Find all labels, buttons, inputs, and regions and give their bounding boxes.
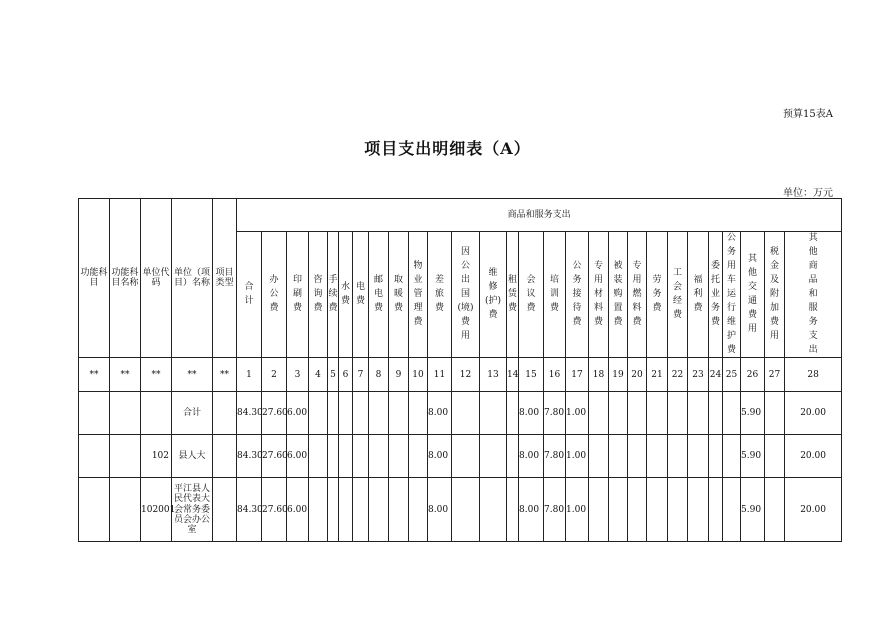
col-unit-name: 单位（项目）名称 [172,199,213,358]
col-func-name: 功能科目名称 [110,199,141,358]
index-marker-cell: ** [110,358,141,392]
value-cell [723,478,741,542]
unit-code-cell: 102 [141,435,172,478]
value-cell: 20.00 [785,392,842,435]
unit-code-cell: 102001 [141,478,172,542]
value-cell [353,435,369,478]
value-cell: 5.90 [741,478,765,542]
col-other-transport: 其 他 交 通 费 用 [741,232,765,358]
col-consulting: 咨 询 费 [309,232,328,358]
value-cell: 27.60 [262,435,287,478]
value-cell: 8.00 [519,392,544,435]
unit-name-cell: 平江县人民代表大会常务委员会办公室 [172,478,213,542]
index-number-cell: 8 [369,358,389,392]
index-number-cell: 28 [785,358,842,392]
page-title: 项目支出明细表（A） [364,139,531,158]
col-post-telecom: 邮 电 费 [369,232,389,358]
value-cell: 6.00 [287,392,309,435]
value-cell [647,478,668,542]
index-number-cell: 15 [519,358,544,392]
value-cell [353,478,369,542]
value-cell [507,478,519,542]
index-number-cell: 17 [566,358,589,392]
value-cell: 27.60 [262,478,287,542]
value-cell: 27.60 [262,392,287,435]
value-cell: 84.30 [237,478,262,542]
value-cell [589,478,609,542]
value-cell [309,392,328,435]
col-reception: 公 务 接 待 费 [566,232,589,358]
index-number-cell: 2 [262,358,287,392]
func-code-cell [79,478,110,542]
value-cell [709,392,723,435]
value-cell [507,435,519,478]
unit-code-cell [141,392,172,435]
value-cell: 84.30 [237,435,262,478]
value-cell: 6.00 [287,478,309,542]
value-cell [309,478,328,542]
col-materials: 专 用 材 料 费 [589,232,609,358]
index-number-cell: 16 [544,358,566,392]
value-cell [765,478,785,542]
value-cell [688,392,709,435]
col-printing: 印 刷 费 [287,232,309,358]
value-cell [309,435,328,478]
unit-name-cell: 县人大 [172,435,213,478]
value-cell [389,435,409,478]
value-cell [647,435,668,478]
index-number-cell: 3 [287,358,309,392]
index-number-cell: 27 [765,358,785,392]
col-vehicle: 公 务 用 车 运 行 维 护 费 [723,232,741,358]
col-handling: 手 续 费 [328,232,339,358]
index-marker-cell: ** [213,358,237,392]
value-cell [709,478,723,542]
value-cell: 8.00 [428,478,452,542]
col-meeting: 会 议 费 [519,232,544,358]
value-cell [589,392,609,435]
index-number-cell: 7 [353,358,369,392]
unit-label: 单位：万元 [783,188,833,199]
index-number-cell: 20 [628,358,647,392]
table-row [79,392,842,435]
value-cell [688,435,709,478]
index-number-cell: 12 [452,358,480,392]
func-code-cell [79,435,110,478]
value-cell [709,435,723,478]
value-cell [369,478,389,542]
col-entrusted: 委 托 业 务 费 [709,232,723,358]
value-cell: 7.80 [544,392,566,435]
value-cell [668,435,688,478]
index-number-cell: 19 [609,358,628,392]
value-cell [609,435,628,478]
value-cell [609,392,628,435]
value-cell [389,392,409,435]
value-cell [609,478,628,542]
index-number-cell: 10 [409,358,428,392]
col-func-code: 功能科目 [79,199,110,358]
col-tax: 税 金 及 附 加 费 用 [765,232,785,358]
col-other-goods: 其 他 商 品 和 服 务 支 出 [785,232,842,358]
value-cell [339,392,353,435]
value-cell: 6.00 [287,435,309,478]
col-travel: 差 旅 费 [428,232,452,358]
value-cell [452,435,480,478]
func-code-cell [79,392,110,435]
value-cell [589,435,609,478]
value-cell [369,435,389,478]
group-goods-services: 商品和服务支出 [237,199,842,232]
index-number-cell: 5 [328,358,339,392]
value-cell [409,435,428,478]
value-cell [628,478,647,542]
project-type-cell [213,392,237,435]
col-total: 合 计 [237,232,262,358]
value-cell [668,392,688,435]
value-cell: 8.00 [519,478,544,542]
value-cell [339,478,353,542]
col-uniforms: 被 装 购 置 费 [609,232,628,358]
value-cell [328,435,339,478]
col-welfare: 福 利 费 [688,232,709,358]
value-cell [389,478,409,542]
table-row [79,435,842,478]
index-number-cell: 14 [507,358,519,392]
value-cell [353,392,369,435]
value-cell: 1.00 [566,435,589,478]
project-type-cell [213,435,237,478]
value-cell [647,392,668,435]
project-type-cell [213,478,237,542]
value-cell [328,392,339,435]
value-cell: 8.00 [519,435,544,478]
value-cell [723,435,741,478]
index-number-cell: 21 [647,358,668,392]
value-cell [339,435,353,478]
index-number-cell: 24 [709,358,723,392]
value-cell [369,392,389,435]
value-cell [480,435,507,478]
index-marker-cell: ** [172,358,213,392]
col-training: 培 训 费 [544,232,566,358]
index-number-cell: 11 [428,358,452,392]
col-electricity: 电 费 [353,232,369,358]
index-number-cell: 6 [339,358,353,392]
col-project-type: 项目类型 [213,199,237,358]
value-cell [765,392,785,435]
value-cell: 1.00 [566,478,589,542]
col-maintenance: 维 修 (护) 费 [480,232,507,358]
value-cell [409,478,428,542]
value-cell: 1.00 [566,392,589,435]
col-overseas: 因 公 出 国 (境) 费 用 [452,232,480,358]
index-number-cell: 18 [589,358,609,392]
func-name-cell [110,478,141,542]
value-cell [688,478,709,542]
col-property-mgmt: 物 业 管 理 费 [409,232,428,358]
value-cell [507,392,519,435]
value-cell [480,478,507,542]
value-cell [328,478,339,542]
index-number-cell: 1 [237,358,262,392]
index-number-cell: 22 [668,358,688,392]
value-cell [765,435,785,478]
value-cell: 5.90 [741,392,765,435]
value-cell [480,392,507,435]
value-cell: 5.90 [741,435,765,478]
value-cell [452,392,480,435]
index-number-cell: 25 [723,358,741,392]
value-cell [668,478,688,542]
value-cell: 84.30 [237,392,262,435]
value-cell [409,392,428,435]
value-cell [452,478,480,542]
col-fuel: 专 用 燃 料 费 [628,232,647,358]
col-heating: 取 暖 费 [389,232,409,358]
document-code: 预算15表A [783,109,833,120]
index-number-cell: 4 [309,358,328,392]
value-cell: 20.00 [785,478,842,542]
unit-name-cell: 合计 [172,392,213,435]
index-marker-cell: ** [141,358,172,392]
func-name-cell [110,392,141,435]
col-labor: 劳 务 费 [647,232,668,358]
col-rental: 租 赁 费 [507,232,519,358]
value-cell [628,392,647,435]
table-row [79,478,842,542]
col-unit-code: 单位代码 [141,199,172,358]
index-number-cell: 13 [480,358,507,392]
index-number-cell: 23 [688,358,709,392]
value-cell: 7.80 [544,435,566,478]
col-office: 办 公 费 [262,232,287,358]
value-cell: 8.00 [428,392,452,435]
value-cell: 20.00 [785,435,842,478]
expense-detail-table [78,198,842,542]
value-cell [723,392,741,435]
value-cell: 8.00 [428,435,452,478]
index-row [79,358,842,392]
value-cell [628,435,647,478]
index-number-cell: 9 [389,358,409,392]
col-water: 水 费 [339,232,353,358]
value-cell: 7.80 [544,478,566,542]
index-number-cell: 26 [741,358,765,392]
col-union: 工 会 经 费 [668,232,688,358]
func-name-cell [110,435,141,478]
index-marker-cell: ** [79,358,110,392]
